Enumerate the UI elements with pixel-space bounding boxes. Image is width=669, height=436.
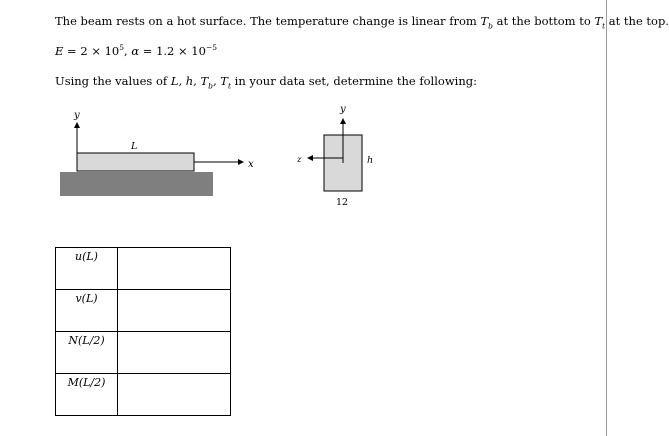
beam [77,153,194,171]
cross-section-diagram [296,104,373,208]
row-label: u(L) [75,250,98,263]
row-label: N(L/2) [68,334,105,347]
beam-diagram [60,110,254,196]
section-width-label: 12 [336,197,349,208]
row-label: v(L) [75,292,98,305]
table-row [56,332,231,374]
material-constants: $E = 2 \times 10^5$, $\alpha = 1.2 \times 10^{-5}$ [55,43,218,58]
row-label-cell [56,374,118,416]
answer-cell-v-L[interactable] [118,290,231,332]
section-z-label: z [297,155,302,164]
answer-cell-M-L2[interactable] [118,374,231,416]
problem-statement-line-1: The beam rests on a hot surface. The temperature change is linear from $T_b$ at the bottom to $T_t$ at the top. [55,14,669,31]
table-row [56,248,231,290]
beam-length-label: L [131,141,138,152]
answer-cell-N-L2[interactable] [118,332,231,374]
beam-x-label: x [248,159,254,170]
row-label-cell [56,332,118,374]
section-height-label: h [367,155,374,166]
problem-statement-line-3: Using the values of L, h, $T_b$, $T_t$ in your data set, determine the following: [55,74,478,91]
results-table [55,247,231,416]
answer-cell-u-L[interactable] [118,248,231,290]
row-label: M(L/2) [67,376,106,389]
row-label-cell [56,248,118,290]
hot-surface [60,172,213,196]
section-y-label: y [340,104,346,115]
beam-y-label: y [74,110,80,121]
row-label-cell [56,290,118,332]
table-row [56,290,231,332]
table-row [56,374,231,416]
